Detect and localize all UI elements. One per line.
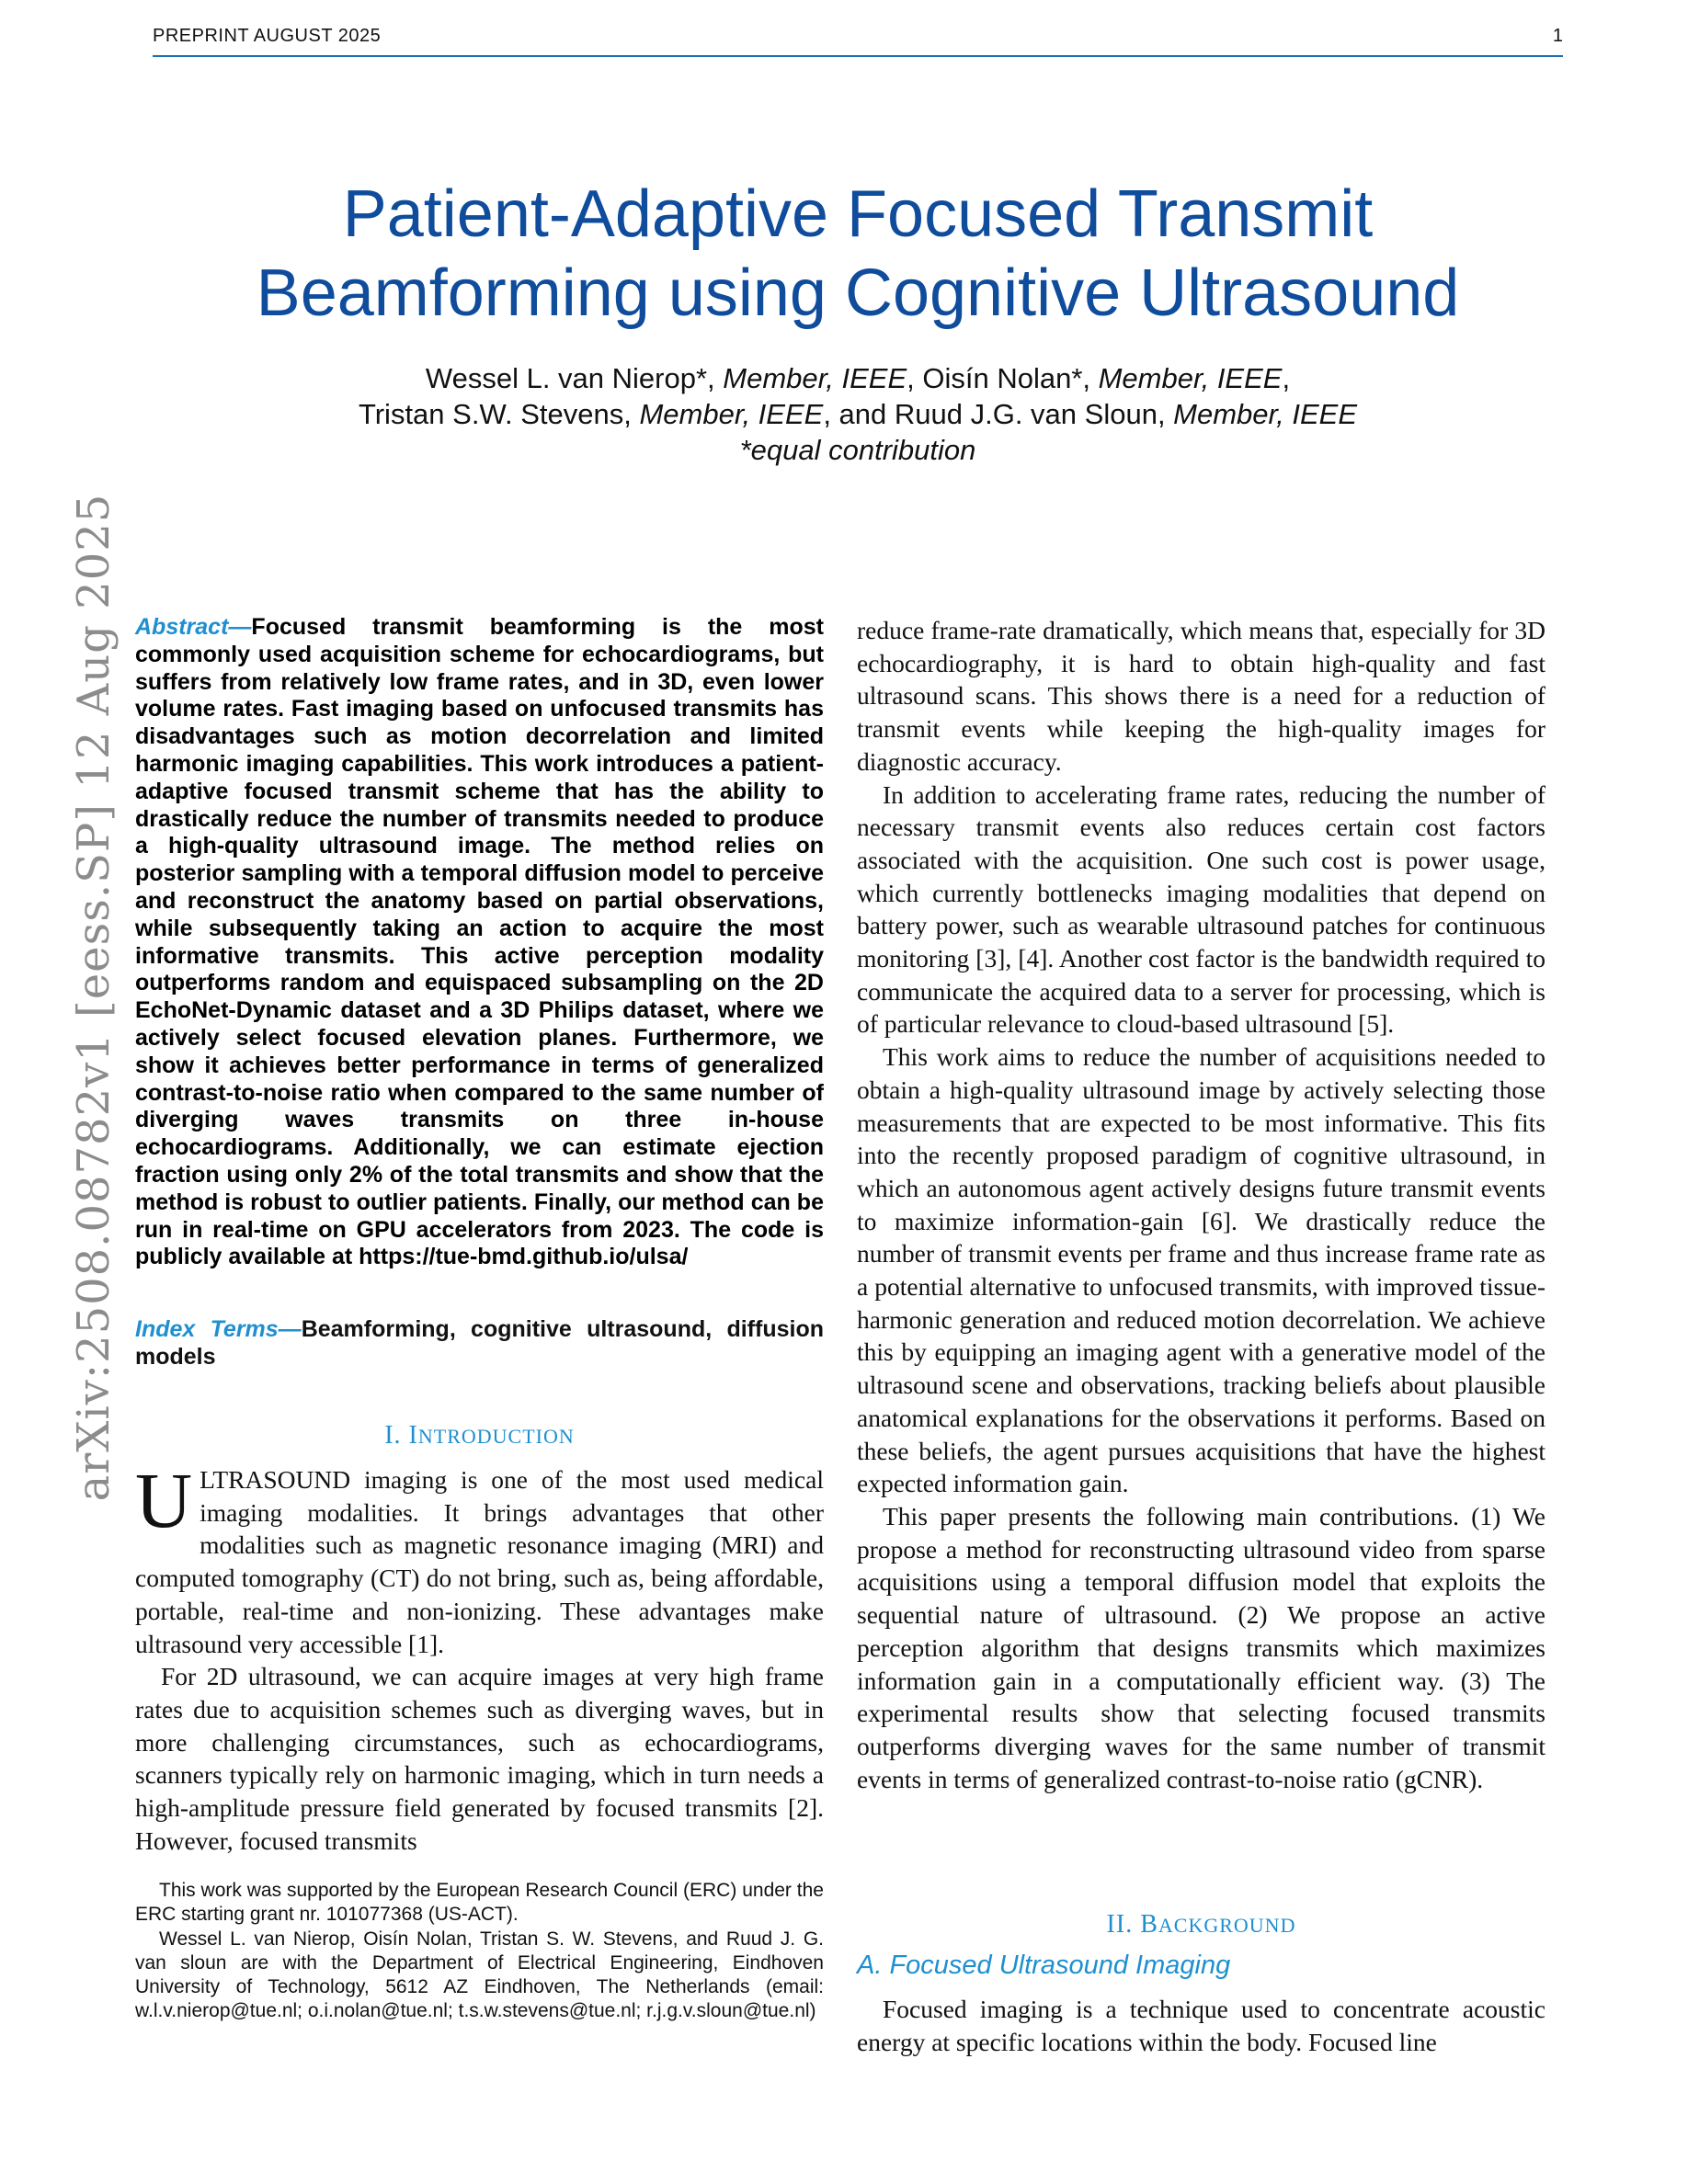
author-name: , Oisín Nolan*, bbox=[907, 362, 1099, 394]
author-membership: Member, IEEE bbox=[723, 362, 907, 394]
author-line-2 bbox=[153, 396, 1563, 432]
author-name: Wessel L. van Nierop*, bbox=[425, 362, 724, 394]
section-heading-introduction: I. INTRODUCTION bbox=[384, 1421, 575, 1450]
paragraph: This paper presents the following main contributions. (1) We propose a method for reconstructing ultrasound video from sparse acquisitions using a temporal diffusion model that exploits the sequential nature of ultrasound. (2) We propose an active perception algorithm that designs transmits which maximizes information gain in a computationally efficient way. (3) The experimental results show that selecting focused transmits outperforms diverging waves for the same number of transmit events in terms of generalized contrast-to-noise ratio (gCNR). bbox=[857, 1501, 1545, 1793]
author-name: , and Ruud J.G. van Sloun, bbox=[823, 398, 1174, 430]
author-block bbox=[153, 360, 1563, 468]
drop-cap: U bbox=[135, 1456, 193, 1544]
author-membership: Member, IEEE bbox=[1098, 362, 1283, 394]
paragraph: ULTRASOUND imaging is one of the most used medical imaging modalities. It brings advantages that other modalities such as magnetic resonance imaging (MRI) and computed tomography (CT) do not bring, such as, being affordable, portable, real-time and non-ionizing. These advantages make ultrasound very accessible [1]. bbox=[135, 1456, 824, 1658]
abstract-label: Abstract— bbox=[135, 614, 252, 640]
introduction-body bbox=[135, 1456, 824, 1857]
equal-contribution-note: *equal contribution bbox=[739, 434, 976, 466]
paragraph: reduce frame-rate dramatically, which means that, especially for 3D echocardiography, it is hard to obtain high-quality and fast ultrasound scans. This shows there is a need for a reduction of transmit events while keeping the high-quality images for diagnostic accuracy. bbox=[857, 616, 1545, 776]
author-membership: Member, IEEE bbox=[1173, 398, 1358, 430]
index-terms bbox=[135, 1316, 824, 1371]
title-line-1: Patient-Adaptive Focused Transmit bbox=[342, 177, 1374, 251]
abstract-text: Focused transmit beamforming is the most commonly used acquisition scheme for echocardiograms, but suffers from relatively low frame rates, and in 3D, even lower volume rates. Fast imaging based on unfocused transmits has disadvantages such as motion decorrelation and limited harmonic imaging capabilities. This work introduces a patient-adaptive focused transmit scheme that has the ability to drastically reduce the number of transmits needed to produce a high-quality ultrasound image. The method relies on posterior sampling with a temporal diffusion model to perceive and reconstruct the anatomy based on partial observations, while subsequently taking an action to acquire the most informative transmits. This active perception modality outperforms random and equispaced subsampling on the 2D EchoNet-Dynamic dataset and a 3D Philips dataset, where we actively select focused elevation planes. Furthermore, we show it achieves better performance in terms of generalized contrast-to-noise ratio when compared to the same number of diverging waves transmits on three in-house echocardiograms. Additionally, we can estimate ejection fraction using only 2% of the total transmits and show that the method is robust to outlier patients. Finally, our method can be run in real-time on GPU accelerators from 2023. The code is publicly available at https://tue-bmd.github.io/ulsa/ bbox=[135, 614, 824, 1270]
arxiv-identifier[interactable]: arXiv:2508.08782v1 [eess.SP] 12 Aug 2025 bbox=[68, 493, 120, 1502]
header-preprint-label: PREPRINT AUGUST 2025 bbox=[153, 26, 382, 46]
author-name: Tristan S.W. Stevens, bbox=[358, 398, 640, 430]
author-membership: Member, IEEE bbox=[639, 398, 824, 430]
abstract bbox=[135, 614, 824, 1271]
paper-title bbox=[153, 175, 1563, 333]
running-header bbox=[153, 24, 1563, 57]
title-line-2: Beamforming using Cognitive Ultrasound bbox=[256, 256, 1460, 330]
author-line-1 bbox=[153, 360, 1563, 396]
section-heading-background: II. BACKGROUND bbox=[1106, 1910, 1296, 1939]
footnote-funding: This work was supported by the European Research Council (ERC) under the ERC starting grant nr. 101077368 (US-ACT). bbox=[135, 1880, 824, 1926]
subsection-heading-focused-imaging: A. Focused Ultrasound Imaging bbox=[857, 1951, 1231, 1980]
page-number: 1 bbox=[1552, 26, 1563, 46]
paragraph: This work aims to reduce the number of acquisitions needed to obtain a high-quality ultrasound image by actively selecting those measurements that are expected to be most informative. This fits into the recently proposed paradigm of cognitive ultrasound, in which an autonomous agent actively designs future transmit events to maximize information-gain [6]. We drastically reduce the number of transmit events per frame and thus increase frame rate as a potential alternative to unfocused transmits, with improved tissue-harmonic generation and reduced motion decorrelation. We achieve this by equipping an imaging agent with a generative model of the ultrasound scene and observations, tracking beliefs about plausible anatomical explanations for the observations it performs. Based on these beliefs, the agent pursues acquisitions that have the highest expected information gain. bbox=[857, 1042, 1545, 1498]
background-body bbox=[857, 1993, 1545, 2058]
footnote bbox=[135, 1879, 824, 2024]
author-separator: , bbox=[1282, 362, 1291, 394]
paragraph: Focused imaging is a technique used to concentrate acoustic energy at specific locations within the body. Focused line bbox=[857, 1995, 1545, 2056]
right-column-body bbox=[857, 614, 1545, 1795]
index-terms-text: Beamforming, cognitive ultrasound, diffusion models bbox=[135, 1316, 824, 1370]
paragraph: For 2D ultrasound, we can acquire images at very high frame rates due to acquisition schemes such as diverging waves, but in more challenging circumstances, such as echocardiograms, scanners typically rely on harmonic imaging, which in turn needs a high-amplitude pressure field generated by focused transmits [2]. However, focused transmits bbox=[135, 1662, 824, 1855]
footnote-affiliation: Wessel L. van Nierop, Oisín Nolan, Tristan S. W. Stevens, and Ruud J. G. van sloun are with the Department of Electrical Engineering, Eindhoven University of Technology, 5612 AZ Eindhoven, The Netherlands (email: w.l.v.nierop@tue.nl; o.i.nolan@tue.nl; t.s.w.stevens@tue.nl; r.j.g.v.sloun@tue.nl) bbox=[135, 1928, 824, 2022]
index-terms-label: Index Terms— bbox=[135, 1316, 302, 1342]
paragraph: In addition to accelerating frame rates, reducing the number of necessary transmit events also reduces certain cost factors associated with the acquisition. One such cost is power usage, which currently bottlenecks imaging modalities that depend on battery power, such as wearable ultrasound patches for continuous monitoring [3], [4]. Another cost factor is the bandwidth required to communicate the acquired data to a server for processing, which is of particular relevance to cloud-based ultrasound [5]. bbox=[857, 779, 1545, 1039]
